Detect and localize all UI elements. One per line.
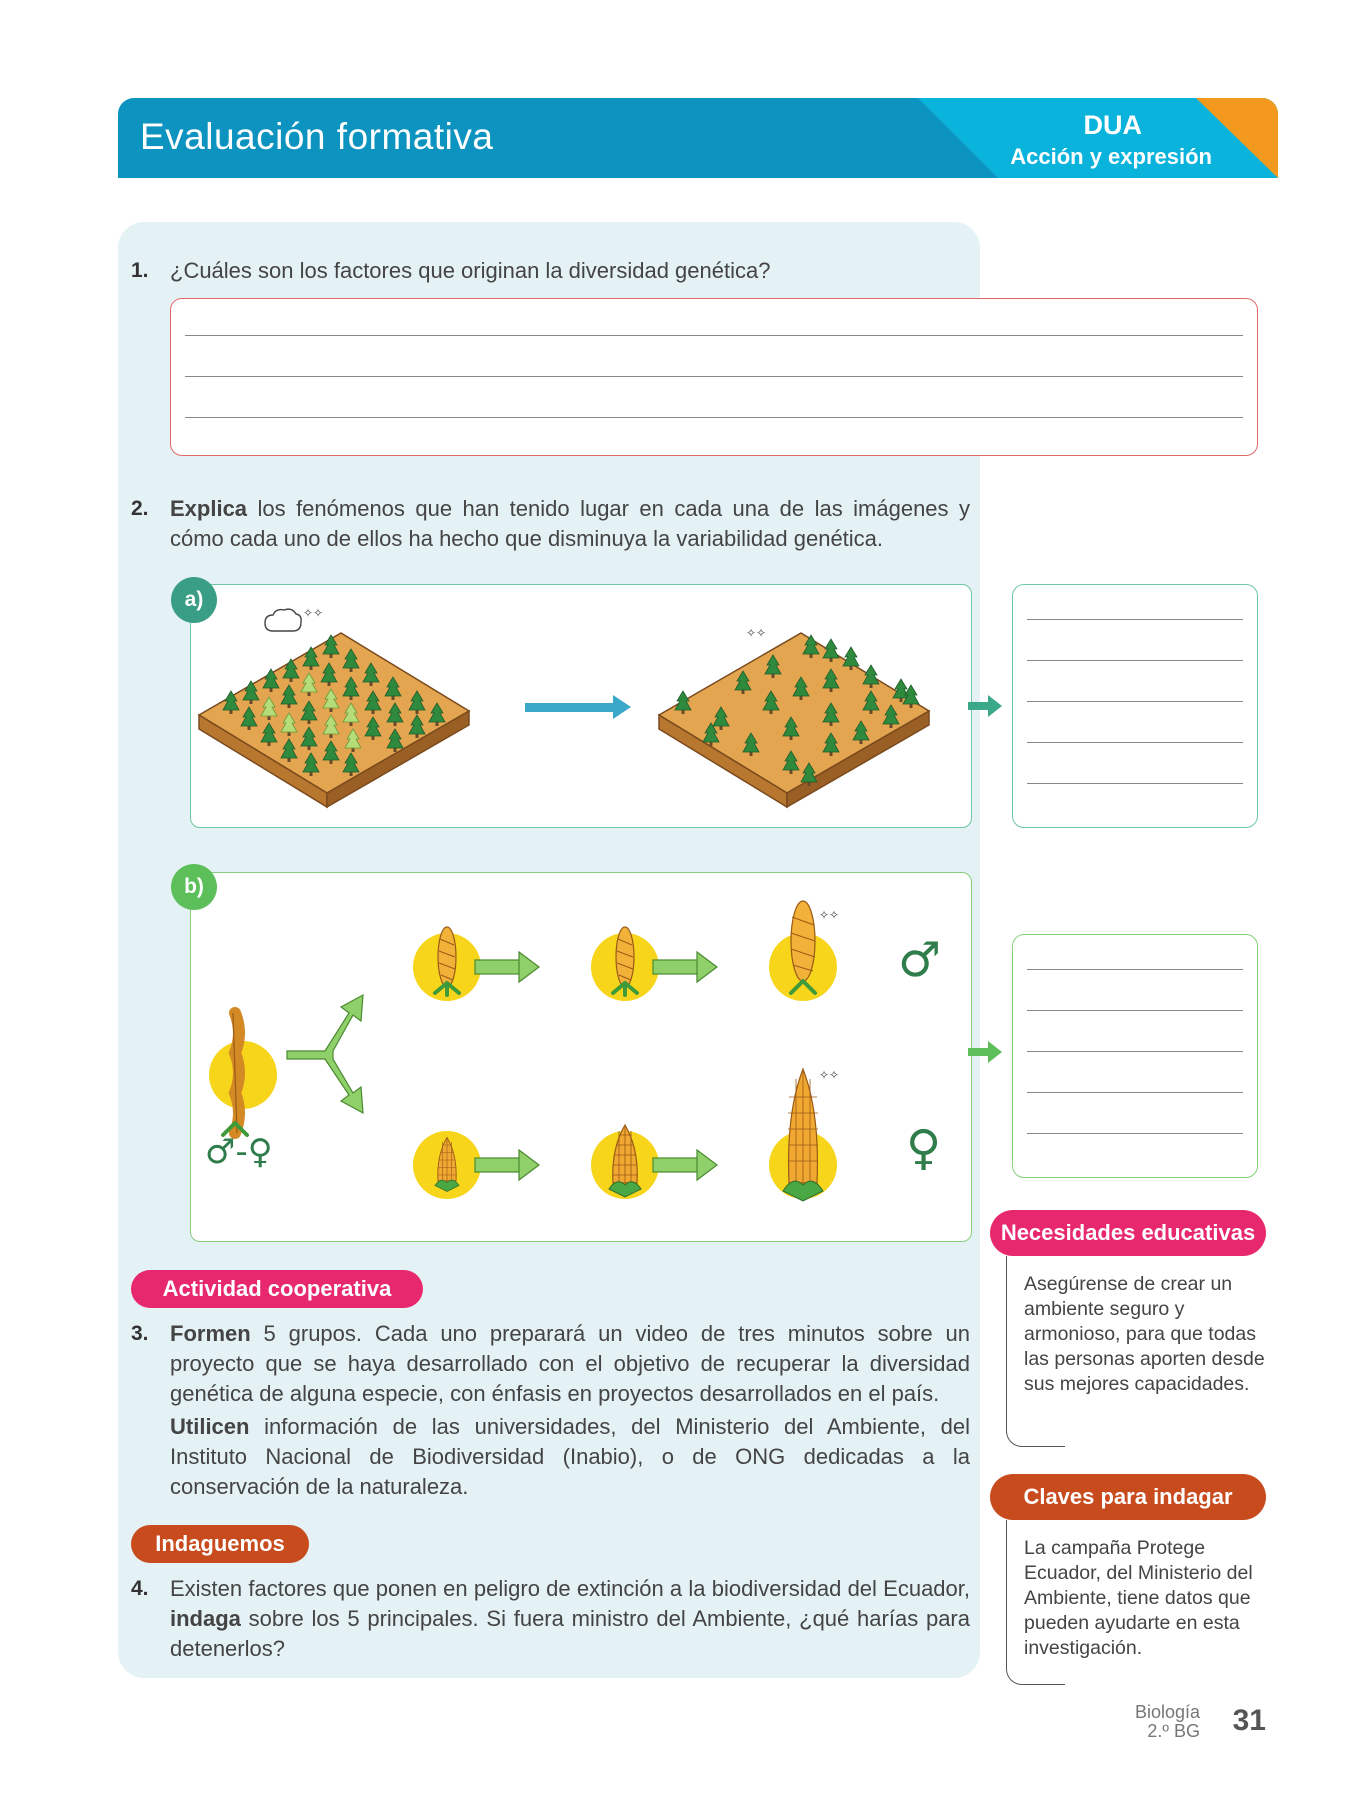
- female-sequence: [413, 1068, 839, 1201]
- claves-para-indagar-text: La campaña Protege Ecuador, del Ministerio del Ambiente, tiene datos que pueden ayudarte en esta investigación.: [1024, 1537, 1253, 1659]
- question-2-bold: Explica: [170, 496, 248, 521]
- figure-a-box: [190, 584, 972, 828]
- answer-line: [1027, 742, 1243, 743]
- hermaphrodite-symbol: ♂-♀: [205, 1132, 273, 1172]
- footer-subject: [1080, 1703, 1200, 1741]
- forest-after: [659, 626, 929, 807]
- page-number: 31: [1232, 1704, 1266, 1737]
- answer-line: [1027, 701, 1243, 702]
- forest-before: [199, 633, 469, 807]
- actividad-cooperativa-label: Actividad cooperativa: [131, 1270, 423, 1308]
- female-symbol: ♀: [906, 1120, 942, 1176]
- cloud-icon: [265, 606, 323, 631]
- question-3-body: 5 grupos. Cada uno preparará un video de tres minutos sobre un proyecto que se haya desarrollado con el objetivo de recuperar la diversidad genética de alguna especie, con énfasis en proyectos desarrollados en el país.: [170, 1321, 970, 1406]
- question-1-text: ¿Cuáles son los factores que originan la diversidad genética?: [170, 258, 771, 283]
- arrow-to-answer-b-icon: [968, 1040, 1004, 1064]
- parent-plant: [209, 1013, 277, 1135]
- arrow-to-answer-a-icon: [968, 694, 1004, 718]
- svg-text:✧✧: ✧✧: [746, 626, 767, 640]
- question-3-number: 3.: [131, 1322, 149, 1345]
- figure-b-badge: b): [171, 864, 217, 910]
- dua-subtitle: Acción y expresión: [1010, 144, 1212, 169]
- answer-line: [1027, 619, 1243, 620]
- question-1-number: 1.: [131, 259, 149, 282]
- question-4-body-b: sobre los 5 principales. Si fuera ministro del Ambiente, ¿qué harías para detenerlos?: [170, 1606, 970, 1661]
- question-2-body: los fenómenos que han tenido lugar en cada una de las imágenes y cómo cada uno de ellos ha hecho que disminuya la variabilidad genética.: [170, 496, 970, 551]
- figure-a-badge: a): [171, 577, 217, 623]
- answer-line: [1027, 969, 1243, 970]
- answer-box-b[interactable]: [1012, 934, 1258, 1178]
- question-3-body-2: información de las universidades, del Ministerio del Ambiente, del Instituto Nacional de Biodiversidad (Inabio), o de ONG dedicadas a la conservación de la naturaleza.: [170, 1414, 970, 1499]
- male-sequence: [413, 901, 839, 1001]
- footer-subject-name: Biología: [1134, 1702, 1200, 1722]
- male-symbol: ♂: [898, 932, 942, 988]
- question-2-number: 2.: [131, 497, 149, 520]
- svg-text:✧✧: ✧✧: [303, 606, 324, 620]
- question-4-body-a: Existen factores que ponen en peligro de extinción a la biodiversidad del Ecuador,: [170, 1576, 970, 1601]
- svg-text:✧✧: ✧✧: [819, 1068, 840, 1082]
- dua-title: DUA: [1083, 110, 1142, 140]
- figure-a-illustration: [191, 585, 971, 827]
- question-2-text: [170, 494, 970, 554]
- answer-box-1[interactable]: [170, 298, 1258, 456]
- answer-line: [1027, 1133, 1243, 1134]
- question-3-bold-2: Utilicen: [170, 1414, 250, 1439]
- question-4-bold: indaga: [170, 1606, 241, 1631]
- svg-text:✧✧: ✧✧: [819, 908, 840, 922]
- question-3-text: [170, 1319, 970, 1409]
- question-4-text: [170, 1574, 970, 1664]
- answer-box-a[interactable]: [1012, 584, 1258, 828]
- footer-grade: 2.º BG: [1147, 1721, 1200, 1741]
- answer-line: [1027, 1092, 1243, 1093]
- answer-line: [1027, 1051, 1243, 1052]
- question-4-number: 4.: [131, 1577, 149, 1600]
- necesidades-educativas-text: Asegúrense de crear un ambiente seguro y armonioso, para que todas las personas aporten desde sus mejores capacidades.: [1024, 1273, 1265, 1395]
- answer-line: [185, 376, 1243, 377]
- necesidades-educativas-tab: Necesidades educativas: [990, 1210, 1266, 1256]
- figure-b-illustration: [191, 873, 971, 1241]
- indaguemos-label: Indaguemos: [131, 1525, 309, 1563]
- question-3-text-2: [170, 1412, 970, 1502]
- arrow-right-icon: [525, 695, 631, 719]
- header-banner: [118, 98, 1278, 178]
- answer-line: [1027, 783, 1243, 784]
- split-arrow-icon: [287, 995, 363, 1113]
- answer-line: [185, 335, 1243, 336]
- answer-line: [185, 417, 1243, 418]
- question-3-bold: Formen: [170, 1321, 251, 1346]
- claves-para-indagar-tab: Claves para indagar: [990, 1474, 1266, 1520]
- answer-line: [1027, 1010, 1243, 1011]
- figure-b-box: [190, 872, 972, 1242]
- answer-line: [1027, 660, 1243, 661]
- page-title: Evaluación formativa: [140, 116, 494, 157]
